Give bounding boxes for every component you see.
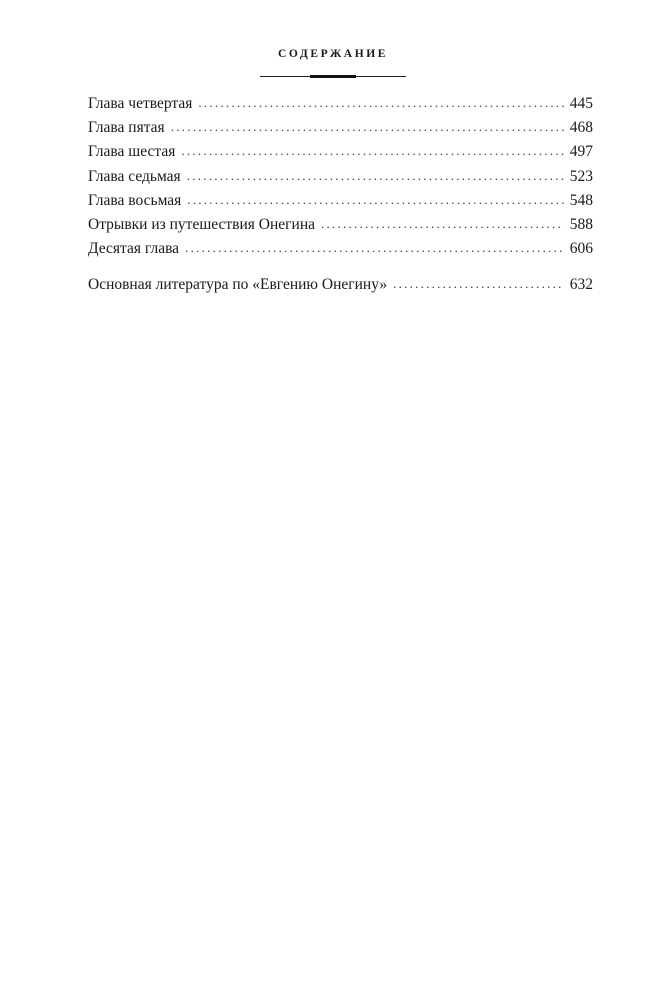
toc-dot-leader — [187, 188, 563, 212]
toc-entry-page: 588 — [569, 215, 593, 233]
toc-entry-title: Десятая глава — [88, 240, 180, 258]
toc-entry[interactable] — [88, 213, 593, 237]
toc-dot-leader — [393, 272, 564, 296]
toc-entry[interactable] — [88, 140, 593, 164]
toc-dot-leader — [198, 91, 563, 115]
toc-entry-title: Глава четвертая — [88, 95, 193, 112]
toc-entry-page: 632 — [569, 276, 593, 294]
toc-dot-leader — [171, 115, 564, 139]
toc-entry[interactable] — [88, 165, 593, 189]
toc-entry-page: 548 — [569, 191, 593, 209]
toc-entry[interactable] — [88, 92, 593, 116]
toc-dot-leader — [185, 236, 564, 260]
toc-entry-title: Отрывки из путешествия Онегина — [88, 215, 315, 233]
toc-entry-page: 445 — [569, 95, 593, 112]
running-head-title: СОДЕРЖАНИЕ — [277, 48, 389, 60]
running-head — [260, 48, 406, 60]
toc-entry-page: 606 — [569, 240, 593, 258]
toc-entry[interactable] — [88, 189, 593, 213]
toc-entry-page: 468 — [569, 119, 593, 137]
toc-dot-leader — [187, 164, 564, 188]
table-of-contents — [88, 92, 593, 298]
toc-entry-title: Глава восьмая — [88, 191, 182, 209]
toc-entry[interactable] — [88, 273, 593, 297]
toc-entry-title: Основная литература по «Евгению Онегину» — [88, 276, 388, 294]
toc-dot-leader — [321, 212, 564, 236]
running-head-rule-accent — [310, 75, 356, 78]
toc-entry-page: 497 — [569, 143, 593, 161]
toc-entry-title: Глава шестая — [88, 143, 176, 161]
toc-entry-page: 523 — [569, 167, 593, 185]
toc-entry-title: Глава седьмая — [88, 167, 181, 185]
toc-dot-leader — [181, 139, 563, 163]
toc-entry-title: Глава пятая — [88, 119, 165, 137]
toc-entry[interactable] — [88, 237, 593, 261]
toc-entry[interactable] — [88, 116, 593, 140]
